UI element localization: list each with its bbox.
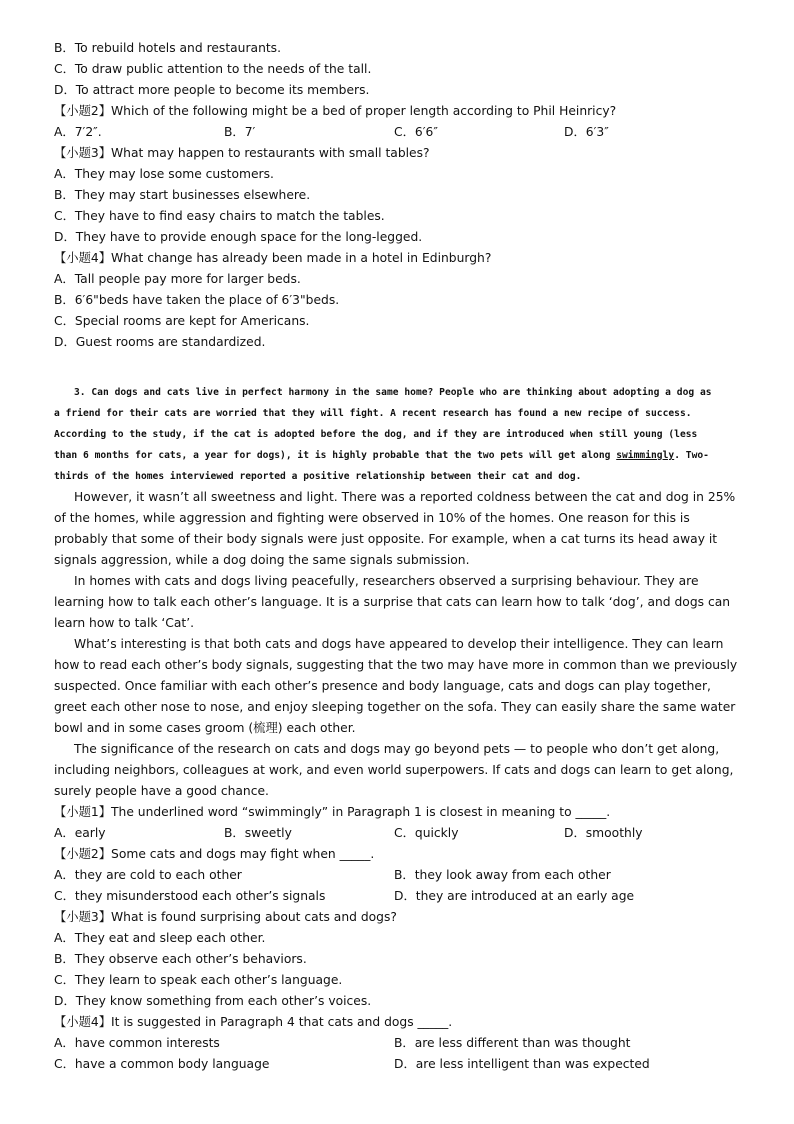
option-b: B．6′6"beds have taken the place of 6′3"beds. (54, 293, 340, 307)
passage-line: a friend for their cats are worried that they will fight. A recent research has found a new recipe of success. (54, 408, 692, 419)
passage3-paragraph-2: However, it wasn’t all sweetness and light. There was a reported coldness between the cat and dog in 25% of the homes, while aggression and fighting were observed in 10% of the homes. One reason for this is probably that some of their body signals were just opposite. For example, when a cat turns its head away it signals aggression, while a dog doing the same signals submission. (54, 490, 736, 567)
passage-line: 3. Can dogs and cats live in perfect harmony in the same home? People who are thinking about adopting a dog as (74, 387, 712, 398)
passage3-paragraph-4: What’s interesting is that both cats and dogs have appeared to develop their intelligence. They can learn how to read each other’s body signals, suggesting that the two may have more in common than we previously suspected. Once familiar with each other’s presence and body language, cats and dogs can play together, greet each other nose to nose, and enjoy sleeping together on the sofa. They can easily share the same water bowl and in some cases groom (梳理) each other. (54, 637, 738, 735)
option-b: B．7′ (224, 125, 256, 139)
option-d: D．They know something from each other’s voices. (54, 994, 372, 1008)
p3-question-1: 【小题1】The underlined word “swimmingly” in Paragraph 1 is closest in meaning to _____. (54, 805, 611, 819)
option-a: A．they are cold to each other (54, 868, 242, 882)
passage3-paragraph-5: The significance of the research on cats and dogs may go beyond pets — to people who don’t get along, including neighbors, colleagues at work, and even world superpowers. If cats and dogs can learn to get along, surely people have a good chance. (54, 742, 734, 798)
p3-q4-options-row2 (54, 1054, 744, 1075)
option-b: B．sweetly (224, 826, 292, 840)
p3-q2-options-row1 (54, 865, 744, 886)
option-d: D．6′3″ (564, 125, 609, 139)
p3-q1-options (54, 823, 744, 844)
passage3-paragraph-3: In homes with cats and dogs living peacefully, researchers observed a surprising behaviour. They are learning how to talk each other’s language. It is a surprise that cats can learn how to talk ‘dog’, and dogs can learn how to talk ‘Cat’. (54, 574, 731, 630)
passage-line-tail: . Two- (674, 450, 709, 461)
p3-question-3: 【小题3】What is found surprising about cats and dogs? (54, 910, 397, 924)
option-a: A．early (54, 826, 106, 840)
p1-q2-options (54, 122, 744, 143)
option-b: B．they look away from each other (394, 868, 611, 882)
option-c: C．Special rooms are kept for Americans. (54, 314, 310, 328)
option-d: D．are less intelligent than was expected (394, 1057, 650, 1071)
option-b: B．They observe each other’s behaviors. (54, 952, 307, 966)
option-c: C．They learn to speak each other’s language. (54, 973, 343, 987)
underlined-word: swimmingly (616, 450, 675, 461)
option-d: D．they are introduced at an early age (394, 889, 635, 903)
passage-line-text: than 6 months for cats, a year for dogs), it is highly probable that the two pets will get along (54, 450, 617, 461)
option-b: B．They may start businesses elsewhere. (54, 188, 311, 202)
option-d: D．Guest rooms are standardized. (54, 335, 266, 349)
q1-option-c: C．To draw public attention to the needs of the tall. (54, 62, 372, 76)
passage-line (54, 445, 744, 466)
p3-q4-options-row1 (54, 1033, 744, 1054)
option-a: A．7′2″. (54, 125, 102, 139)
p3-question-2: 【小题2】Some cats and dogs may fight when _____. (54, 847, 375, 861)
option-d: D．smoothly (564, 826, 643, 840)
option-a: A．Tall people pay more for larger beds. (54, 272, 301, 286)
p3-q2-options-row2 (54, 886, 744, 907)
passage-line: thirds of the homes interviewed reported a positive relationship between their cat and dog. (54, 471, 582, 482)
p1-question-4: 【小题4】What change has already been made in a hotel in Edinburgh? (54, 251, 492, 265)
passage3-paragraph-1 (54, 382, 744, 487)
option-a: A．have common interests (54, 1036, 220, 1050)
p3-question-4: 【小题4】It is suggested in Paragraph 4 that cats and dogs _____. (54, 1015, 453, 1029)
p1-question-3: 【小题3】What may happen to restaurants with small tables? (54, 146, 430, 160)
document-page (54, 38, 744, 1075)
passage-line: According to the study, if the cat is adopted before the dog, and if they are introduced when still young (less (54, 429, 698, 440)
q1-option-d: D．To attract more people to become its members. (54, 83, 370, 97)
option-c: C．6′6″ (394, 125, 438, 139)
option-a: A．They eat and sleep each other. (54, 931, 266, 945)
option-c: C．have a common body language (54, 1057, 270, 1071)
option-c: C．quickly (394, 826, 459, 840)
option-c: C．They have to find easy chairs to match the tables. (54, 209, 385, 223)
q1-option-b: B．To rebuild hotels and restaurants. (54, 41, 281, 55)
option-b: B．are less different than was thought (394, 1036, 631, 1050)
option-d: D．They have to provide enough space for the long-legged. (54, 230, 423, 244)
option-c: C．they misunderstood each other’s signals (54, 889, 326, 903)
option-a: A．They may lose some customers. (54, 167, 274, 181)
p1-question-2: 【小题2】Which of the following might be a bed of proper length according to Phil Heinricy? (54, 104, 617, 118)
